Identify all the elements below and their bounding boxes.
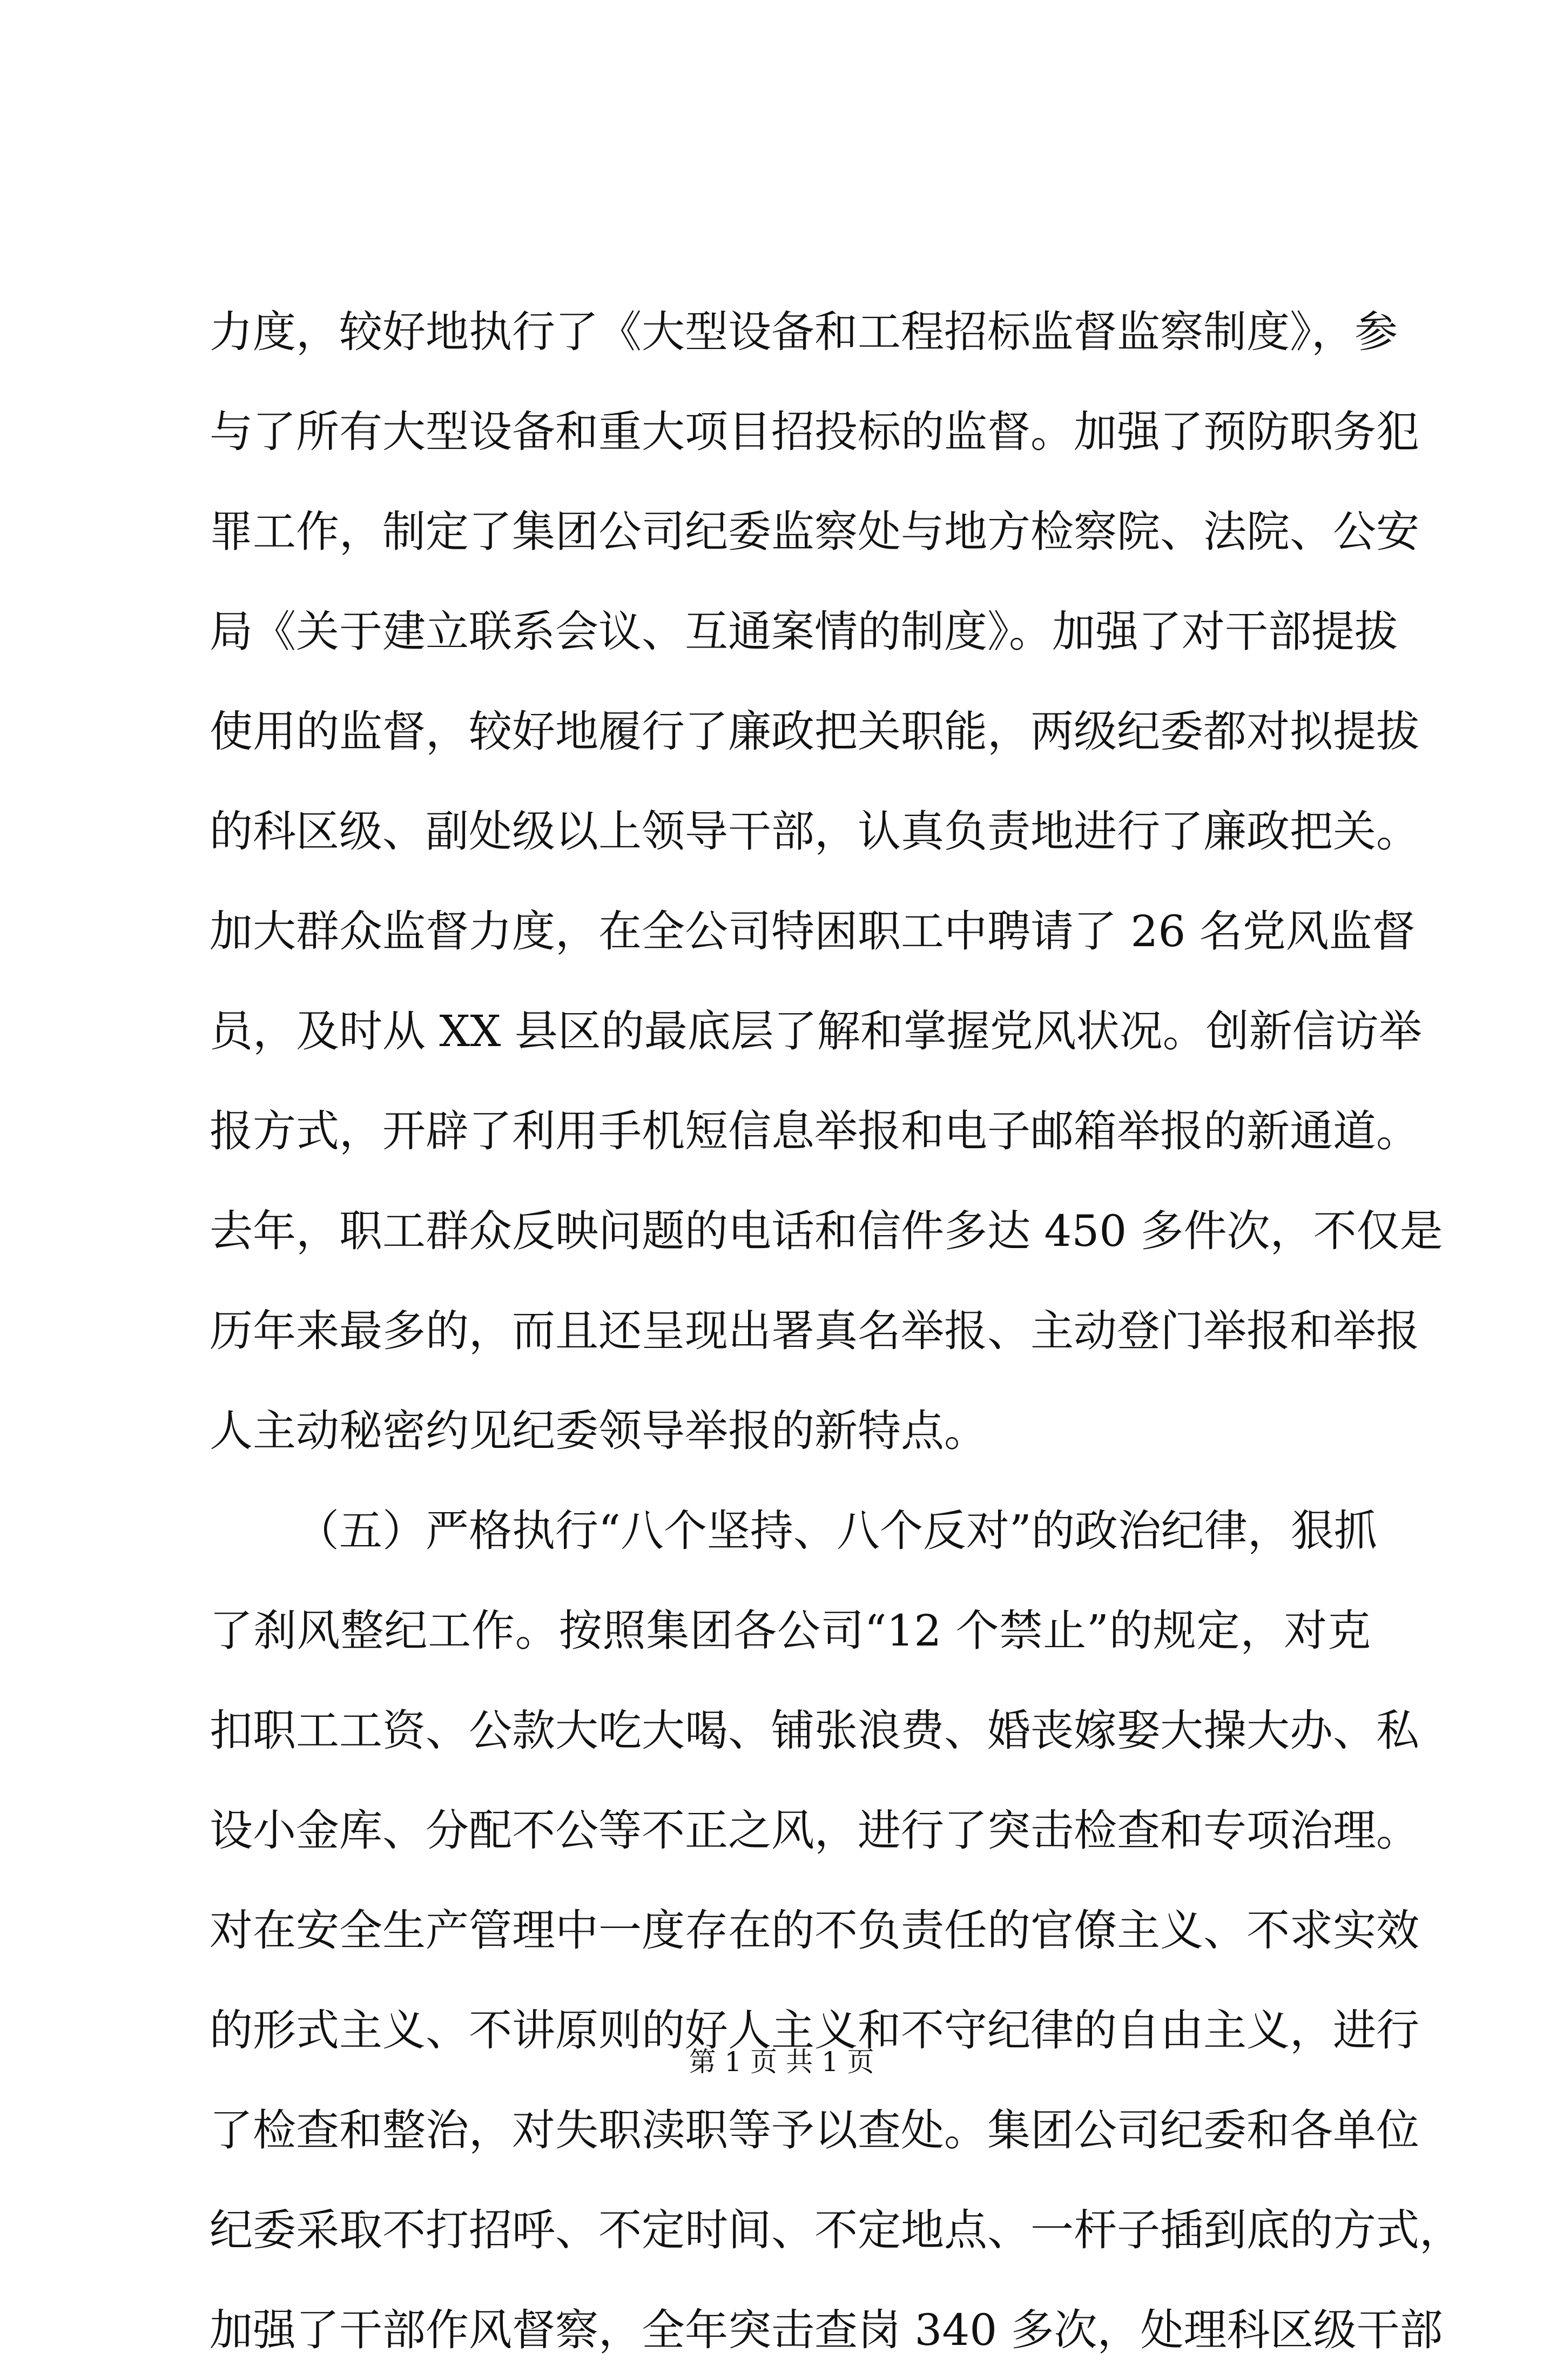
text-line: 扣职工工资、公款大吃大喝、铺张浪费、婚丧嫁娶大操大办、私 bbox=[210, 1705, 1419, 1756]
text-line: 了刹风整纪工作。按照集团各公司“12 个禁止”的规定，对克 bbox=[210, 1606, 1371, 1656]
text-line: 使用的监督，较好地履行了廉政把关职能，两级纪委都对拟提拔 bbox=[210, 706, 1419, 757]
text-line: 加强了干部作风督察，全年突击查岗 340 多次，处理科区级干部 bbox=[210, 2305, 1443, 2355]
page-footer: 第 1 页 共 1 页 bbox=[689, 2046, 874, 2078]
text-line: 员，及时从 XX 县区的最底层了解和掌握党风状况。创新信访举 bbox=[210, 1006, 1422, 1056]
text-line: 加大群众监督力度，在全公司特困职工中聘请了 26 名党风监督 bbox=[210, 906, 1416, 956]
text-line: 去年，职工群众反映问题的电话和信件多达 450 多件次，不仅是 bbox=[210, 1206, 1443, 1256]
text-line: 报方式，开辟了利用手机短信息举报和电子邮箱举报的新通道。 bbox=[210, 1106, 1419, 1156]
text-line: 力度，较好地执行了《大型设备和工程招标监督监察制度》，参 bbox=[210, 307, 1398, 357]
text-line: 设小金库、分配不公等不正之风，进行了突击检查和专项治理。 bbox=[210, 1805, 1419, 1856]
paragraph-start-line: （五）严格执行“八个坚持、八个反对”的政治纪律，狠抓 bbox=[296, 1506, 1377, 1556]
text-line: 历年来最多的，而且还呈现出署真名举报、主动登门举报和举报 bbox=[210, 1306, 1419, 1356]
text-line: 纪委采取不打招呼、不定时间、不定地点、一杆子插到底的方式， bbox=[210, 2205, 1463, 2255]
text-line: 罪工作，制定了集团公司纪委监察处与地方检察院、法院、公安 bbox=[210, 507, 1419, 557]
text-line: 了检查和整治，对失职渎职等予以查处。集团公司纪委和各单位 bbox=[210, 2105, 1419, 2155]
text-line: 的形式主义、不讲原则的好人主义和不守纪律的自由主义，进行 bbox=[210, 2005, 1419, 2055]
paragraph-end-line: 人主动秘密约见纪委领导举报的新特点。 bbox=[210, 1406, 987, 1456]
text-line: 对在安全生产管理中一度存在的不负责任的官僚主义、不求实效 bbox=[210, 1905, 1419, 1956]
text-line: 的科区级、副处级以上领导干部，认真负责地进行了廉政把关。 bbox=[210, 806, 1419, 857]
text-line: 与了所有大型设备和重大项目招投标的监督。加强了预防职务犯 bbox=[210, 407, 1419, 457]
text-line: 局《关于建立联系会议、互通案情的制度》。加强了对干部提拔 bbox=[210, 606, 1398, 657]
